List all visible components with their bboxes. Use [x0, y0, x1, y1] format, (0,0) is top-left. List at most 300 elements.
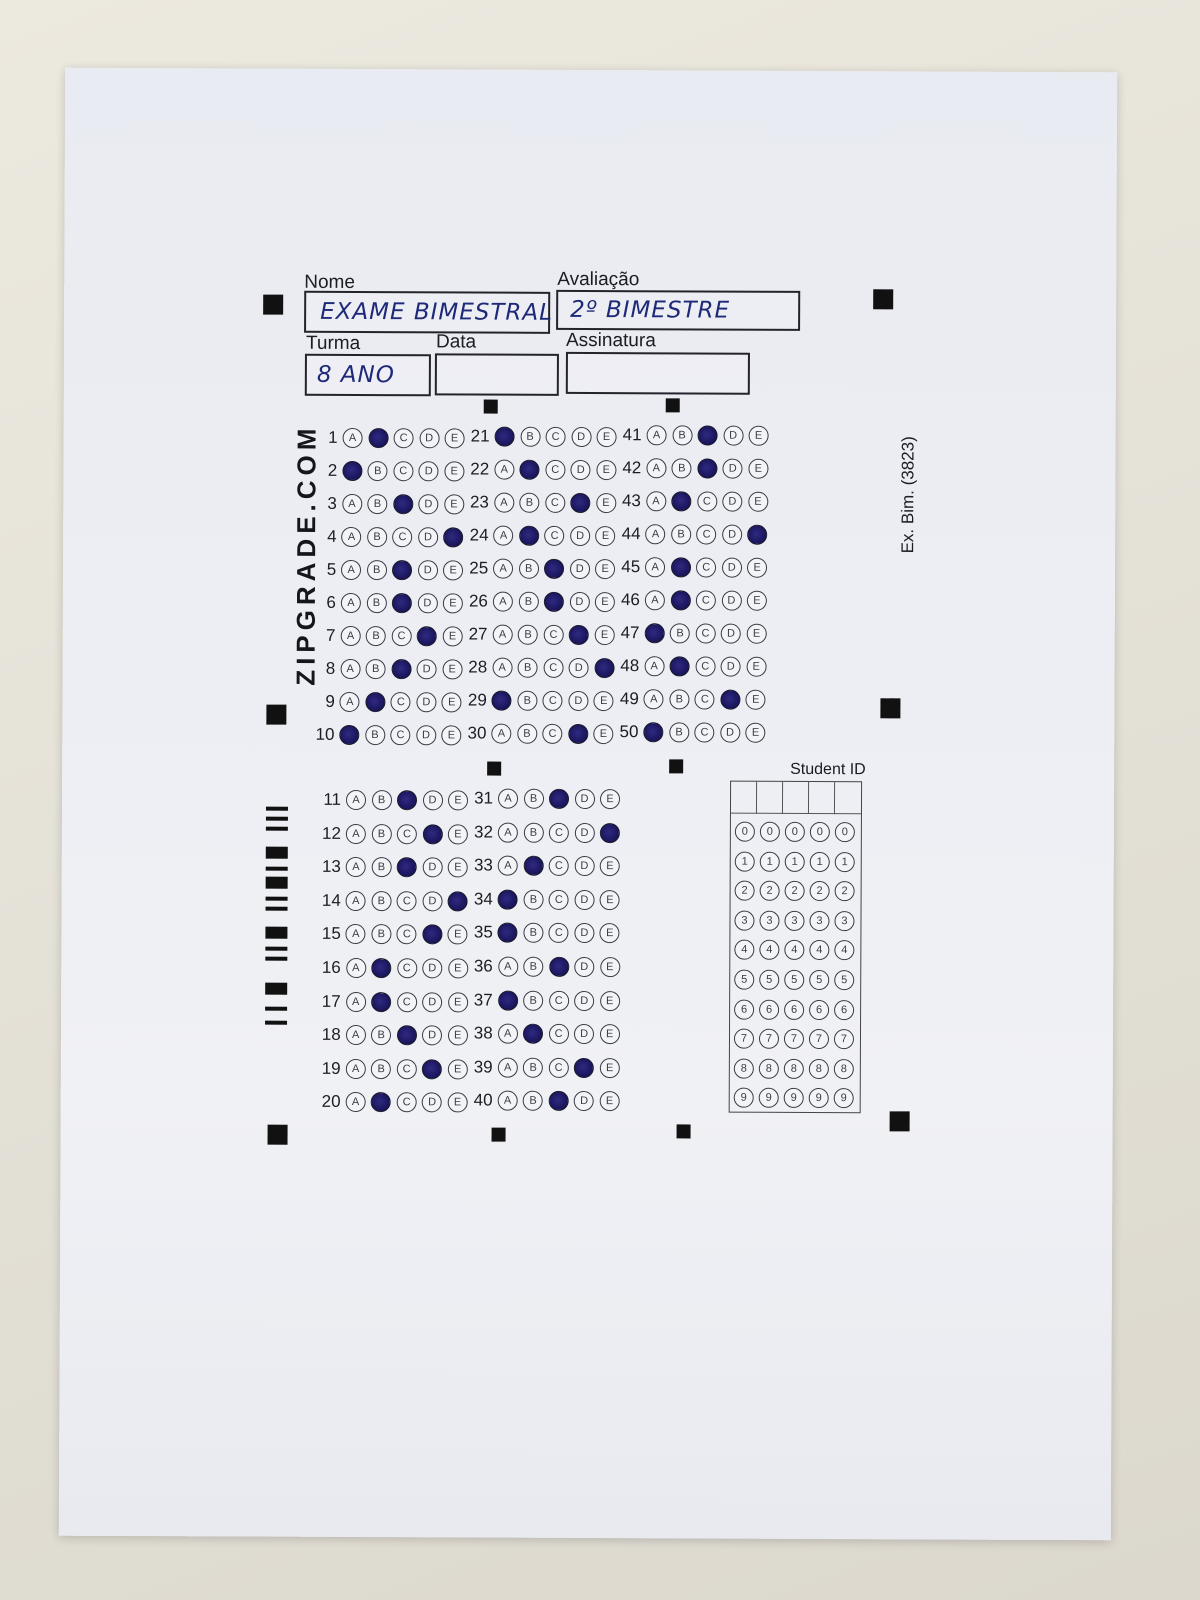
student-id-bubble[interactable]: 8	[784, 1059, 804, 1079]
answer-bubble-c[interactable]	[393, 494, 413, 514]
answer-bubble-b[interactable]: B	[366, 659, 386, 679]
answer-bubble-d[interactable]	[422, 1059, 442, 1079]
answer-bubble-b[interactable]	[520, 460, 540, 480]
answer-bubble-a[interactable]: A	[342, 527, 362, 547]
answer-bubble-b[interactable]: B	[669, 689, 689, 709]
student-id-bubble[interactable]: 5	[759, 970, 779, 990]
answer-bubble-a[interactable]: A	[491, 724, 511, 744]
student-id-bubble[interactable]: 4	[734, 940, 754, 960]
answer-bubble-e[interactable]: E	[444, 494, 464, 514]
student-id-bubble[interactable]: 9	[834, 1088, 854, 1108]
answer-bubble-a[interactable]: A	[644, 656, 664, 676]
student-id-bubble[interactable]: 0	[760, 822, 780, 842]
turma-field[interactable]	[305, 354, 431, 397]
answer-bubble-c[interactable]	[549, 957, 569, 977]
answer-bubble-c[interactable]	[549, 1091, 569, 1111]
answer-bubble-d[interactable]: D	[417, 659, 437, 679]
answer-bubble-e[interactable]: E	[442, 659, 462, 679]
answer-bubble-b[interactable]	[523, 1024, 543, 1044]
answer-bubble-e[interactable]: E	[593, 724, 613, 744]
answer-bubble-e[interactable]: E	[600, 1058, 620, 1078]
student-id-bubble[interactable]: 3	[809, 911, 829, 931]
answer-bubble-b[interactable]: B	[670, 623, 690, 643]
answer-bubble-a[interactable]: A	[340, 626, 360, 646]
answer-bubble-d[interactable]: D	[571, 460, 591, 480]
answer-bubble-d[interactable]: D	[417, 593, 437, 613]
nome-field[interactable]	[304, 291, 554, 334]
avaliacao-field[interactable]	[556, 290, 800, 331]
student-id-bubble[interactable]: 2	[760, 881, 780, 901]
student-id-digit-box[interactable]	[835, 782, 861, 814]
answer-bubble-e[interactable]	[600, 823, 620, 843]
answer-bubble-b[interactable]: B	[367, 560, 387, 580]
answer-bubble-b[interactable]: B	[672, 458, 692, 478]
answer-bubble-e[interactable]: E	[600, 856, 620, 876]
answer-bubble-a[interactable]: A	[498, 856, 518, 876]
student-id-digit-box[interactable]	[809, 782, 835, 814]
student-id-bubble[interactable]: 9	[759, 1088, 779, 1108]
answer-bubble-a[interactable]: A	[498, 822, 518, 842]
answer-bubble-e[interactable]: E	[600, 890, 620, 910]
answer-bubble-d[interactable]: D	[722, 558, 742, 578]
answer-bubble-d[interactable]	[570, 493, 590, 513]
student-id-digit-box[interactable]	[731, 782, 757, 814]
answer-bubble-b[interactable]: B	[371, 1025, 391, 1045]
answer-bubble-c[interactable]: C	[391, 626, 411, 646]
answer-bubble-e[interactable]: E	[600, 1024, 620, 1044]
answer-bubble-b[interactable]	[671, 557, 691, 577]
answer-bubble-e[interactable]: E	[443, 593, 463, 613]
answer-bubble-d[interactable]: D	[723, 426, 743, 446]
student-id-digit-box[interactable]	[783, 782, 809, 814]
answer-bubble-b[interactable]: B	[517, 691, 537, 711]
answer-bubble-b[interactable]: B	[672, 425, 692, 445]
answer-bubble-a[interactable]: A	[346, 1025, 366, 1045]
student-id-bubble[interactable]: 8	[759, 1059, 779, 1079]
answer-bubble-b[interactable]	[670, 590, 690, 610]
answer-bubble-b[interactable]: B	[523, 990, 543, 1010]
answer-bubble-e[interactable]: E	[448, 824, 468, 844]
answer-bubble-e[interactable]: E	[448, 925, 468, 945]
answer-bubble-d[interactable]: D	[721, 657, 741, 677]
answer-bubble-c[interactable]: C	[545, 460, 565, 480]
answer-bubble-b[interactable]	[671, 491, 691, 511]
answer-bubble-d[interactable]: D	[416, 725, 436, 745]
answer-bubble-e[interactable]: E	[595, 592, 615, 612]
answer-bubble-d[interactable]: D	[574, 1024, 594, 1044]
answer-bubble-c[interactable]: C	[549, 1058, 569, 1078]
answer-bubble-d[interactable]: D	[723, 459, 743, 479]
student-id-bubble[interactable]: 7	[809, 1029, 829, 1049]
answer-bubble-a[interactable]: A	[343, 428, 363, 448]
answer-bubble-d[interactable]: D	[422, 992, 442, 1012]
answer-bubble-e[interactable]: E	[448, 1093, 468, 1113]
answer-bubble-c[interactable]: C	[397, 1059, 417, 1079]
answer-bubble-e[interactable]: E	[600, 1091, 620, 1111]
answer-bubble-d[interactable]: D	[570, 526, 590, 546]
answer-bubble-d[interactable]: D	[569, 658, 589, 678]
answer-bubble-d[interactable]: D	[418, 494, 438, 514]
answer-bubble-a[interactable]: A	[346, 857, 366, 877]
student-id-bubble[interactable]: 4	[759, 940, 779, 960]
answer-bubble-e[interactable]: E	[448, 958, 468, 978]
student-id-bubble[interactable]: 4	[834, 940, 854, 960]
student-id-bubble[interactable]: 2	[835, 881, 855, 901]
answer-bubble-b[interactable]	[523, 856, 543, 876]
answer-bubble-a[interactable]: A	[498, 789, 518, 809]
answer-bubble-a[interactable]	[643, 722, 663, 742]
student-id-bubble[interactable]: 9	[809, 1088, 829, 1108]
answer-bubble-d[interactable]: D	[422, 891, 442, 911]
answer-bubble-a[interactable]: A	[647, 425, 667, 445]
answer-bubble-c[interactable]: C	[696, 557, 716, 577]
answer-bubble-e[interactable]: E	[748, 459, 768, 479]
answer-bubble-a[interactable]: A	[498, 1057, 518, 1077]
student-id-bubble[interactable]: 2	[735, 881, 755, 901]
answer-bubble-b[interactable]: B	[519, 493, 539, 513]
answer-bubble-b[interactable]: B	[671, 524, 691, 544]
answer-bubble-d[interactable]: D	[574, 957, 594, 977]
answer-bubble-a[interactable]: A	[493, 559, 513, 579]
answer-bubble-d[interactable]: D	[422, 790, 442, 810]
answer-bubble-b[interactable]	[368, 428, 388, 448]
answer-bubble-a[interactable]: A	[498, 957, 518, 977]
answer-bubble-a[interactable]: A	[341, 593, 361, 613]
answer-bubble-a[interactable]: A	[645, 590, 665, 610]
answer-bubble-e[interactable]: E	[747, 558, 767, 578]
answer-bubble-a[interactable]: A	[342, 494, 362, 514]
answer-bubble-a[interactable]: A	[492, 625, 512, 645]
answer-bubble-a[interactable]: A	[498, 1091, 518, 1111]
answer-bubble-c[interactable]: C	[397, 824, 417, 844]
answer-bubble-b[interactable]	[371, 958, 391, 978]
answer-bubble-a[interactable]: A	[346, 790, 366, 810]
answer-bubble-e[interactable]: E	[596, 493, 616, 513]
answer-bubble-c[interactable]: C	[695, 623, 715, 643]
answer-bubble-e[interactable]: E	[749, 426, 769, 446]
answer-bubble-a[interactable]: A	[646, 524, 666, 544]
answer-bubble-d[interactable]: D	[422, 857, 442, 877]
answer-bubble-a[interactable]: A	[346, 1059, 366, 1079]
answer-bubble-d[interactable]: D	[574, 890, 594, 910]
answer-bubble-c[interactable]: C	[391, 692, 411, 712]
answer-bubble-d[interactable]: D	[568, 691, 588, 711]
answer-bubble-b[interactable]: B	[517, 724, 537, 744]
student-id-bubble[interactable]: 1	[785, 851, 805, 871]
answer-bubble-c[interactable]: C	[549, 990, 569, 1010]
answer-bubble-c[interactable]: C	[549, 923, 569, 943]
answer-bubble-c[interactable]	[397, 790, 417, 810]
answer-bubble-b[interactable]: B	[518, 625, 538, 645]
answer-bubble-a[interactable]	[339, 725, 359, 745]
answer-bubble-b[interactable]: B	[518, 658, 538, 678]
answer-bubble-c[interactable]: C	[393, 527, 413, 547]
student-id-bubble[interactable]: 0	[810, 822, 830, 842]
answer-bubble-d[interactable]: D	[721, 624, 741, 644]
answer-bubble-e[interactable]: E	[443, 560, 463, 580]
answer-bubble-d[interactable]: D	[574, 823, 594, 843]
answer-bubble-a[interactable]: A	[346, 891, 366, 911]
answer-bubble-d[interactable]: D	[721, 591, 741, 611]
answer-bubble-c[interactable]	[549, 789, 569, 809]
student-id-bubble[interactable]: 2	[810, 881, 830, 901]
student-id-bubble[interactable]: 1	[735, 851, 755, 871]
answer-bubble-e[interactable]: E	[595, 559, 615, 579]
answer-bubble-a[interactable]: A	[493, 592, 513, 612]
answer-bubble-b[interactable]: B	[519, 559, 539, 579]
answer-bubble-d[interactable]: D	[570, 559, 590, 579]
student-id-bubble[interactable]: 0	[785, 822, 805, 842]
answer-bubble-c[interactable]: C	[696, 590, 716, 610]
answer-bubble-e[interactable]: E	[448, 1059, 468, 1079]
answer-bubble-e[interactable]: E	[441, 725, 461, 745]
student-id-bubble[interactable]: 4	[784, 940, 804, 960]
student-id-bubble[interactable]: 0	[835, 822, 855, 842]
answer-bubble-c[interactable]: C	[695, 656, 715, 676]
student-id-bubble[interactable]: 9	[784, 1088, 804, 1108]
answer-bubble-c[interactable]	[392, 560, 412, 580]
answer-bubble-e[interactable]: E	[444, 461, 464, 481]
answer-bubble-e[interactable]: E	[594, 625, 614, 645]
student-id-bubble[interactable]: 5	[734, 970, 754, 990]
answer-bubble-e[interactable]: E	[597, 427, 617, 447]
answer-bubble-c[interactable]: C	[549, 856, 569, 876]
answer-bubble-e[interactable]: E	[600, 789, 620, 809]
answer-bubble-c[interactable]: C	[543, 691, 563, 711]
answer-bubble-c[interactable]: C	[397, 891, 417, 911]
answer-bubble-a[interactable]: A	[346, 924, 366, 944]
answer-bubble-b[interactable]: B	[367, 494, 387, 514]
answer-bubble-a[interactable]: A	[646, 491, 666, 511]
answer-bubble-d[interactable]: D	[571, 427, 591, 447]
answer-bubble-d[interactable]	[720, 690, 740, 710]
answer-bubble-c[interactable]: C	[543, 658, 563, 678]
answer-bubble-c[interactable]: C	[390, 725, 410, 745]
answer-bubble-c[interactable]: C	[549, 1024, 569, 1044]
answer-bubble-e[interactable]: E	[746, 690, 766, 710]
answer-bubble-e[interactable]: E	[445, 428, 465, 448]
answer-bubble-b[interactable]: B	[371, 924, 391, 944]
answer-bubble-d[interactable]: D	[416, 692, 436, 712]
answer-bubble-b[interactable]	[670, 656, 690, 676]
answer-bubble-b[interactable]: B	[371, 1059, 391, 1079]
answer-bubble-c[interactable]: C	[697, 524, 717, 544]
answer-bubble-c[interactable]: C	[397, 958, 417, 978]
answer-bubble-a[interactable]: A	[644, 689, 664, 709]
student-id-bubble[interactable]: 1	[810, 852, 830, 872]
answer-bubble-b[interactable]: B	[523, 890, 543, 910]
student-id-bubble[interactable]: 7	[834, 1029, 854, 1049]
answer-bubble-a[interactable]: A	[346, 1092, 366, 1112]
answer-bubble-c[interactable]	[391, 659, 411, 679]
answer-bubble-d[interactable]: D	[419, 428, 439, 448]
student-id-bubble[interactable]: 7	[759, 1029, 779, 1049]
data-field[interactable]	[435, 353, 559, 396]
answer-bubble-e[interactable]: E	[448, 992, 468, 1012]
student-id-bubble[interactable]: 3	[784, 911, 804, 931]
student-id-bubble[interactable]: 6	[809, 1000, 829, 1020]
answer-bubble-c[interactable]	[544, 592, 564, 612]
answer-bubble-d[interactable]	[574, 1058, 594, 1078]
student-id-bubble[interactable]: 5	[834, 970, 854, 990]
answer-bubble-d[interactable]: D	[422, 1025, 442, 1045]
answer-bubble-d[interactable]: D	[422, 1093, 442, 1113]
answer-bubble-e[interactable]: E	[596, 526, 616, 546]
answer-bubble-c[interactable]: C	[397, 925, 417, 945]
student-id-bubble[interactable]: 0	[735, 822, 755, 842]
answer-bubble-d[interactable]: D	[574, 789, 594, 809]
answer-bubble-b[interactable]	[365, 692, 385, 712]
answer-bubble-c[interactable]: C	[694, 722, 714, 742]
answer-bubble-e[interactable]: E	[448, 1026, 468, 1046]
student-id-bubble[interactable]: 1	[760, 851, 780, 871]
answer-bubble-b[interactable]: B	[523, 923, 543, 943]
answer-bubble-a[interactable]: A	[346, 824, 366, 844]
answer-bubble-b[interactable]: B	[523, 1091, 543, 1111]
answer-bubble-b[interactable]: B	[520, 427, 540, 447]
answer-bubble-b[interactable]: B	[518, 592, 538, 612]
answer-bubble-a[interactable]: A	[646, 458, 666, 478]
answer-bubble-e[interactable]: E	[748, 492, 768, 512]
student-id-bubble[interactable]: 5	[784, 970, 804, 990]
answer-bubble-e[interactable]: E	[442, 692, 462, 712]
answer-bubble-a[interactable]: A	[340, 659, 360, 679]
answer-bubble-b[interactable]: B	[366, 626, 386, 646]
answer-bubble-c[interactable]	[397, 857, 417, 877]
answer-bubble-d[interactable]: D	[418, 527, 438, 547]
answer-bubble-a[interactable]: A	[498, 1024, 518, 1044]
answer-bubble-d[interactable]: D	[419, 461, 439, 481]
answer-bubble-e[interactable]: E	[746, 624, 766, 644]
answer-bubble-c[interactable]: C	[549, 890, 569, 910]
answer-bubble-c[interactable]	[544, 559, 564, 579]
answer-bubble-d[interactable]	[422, 824, 442, 844]
answer-bubble-a[interactable]: A	[341, 560, 361, 580]
answer-bubble-c[interactable]: C	[695, 689, 715, 709]
answer-bubble-c[interactable]: C	[393, 461, 413, 481]
answer-bubble-b[interactable]: B	[368, 461, 388, 481]
answer-bubble-a[interactable]	[495, 427, 515, 447]
student-id-bubble[interactable]: 6	[784, 999, 804, 1019]
student-id-bubble[interactable]: 9	[734, 1088, 754, 1108]
answer-bubble-b[interactable]: B	[365, 725, 385, 745]
student-id-bubble[interactable]: 7	[784, 1029, 804, 1049]
answer-bubble-a[interactable]	[498, 889, 518, 909]
answer-bubble-d[interactable]	[568, 724, 588, 744]
answer-bubble-b[interactable]	[371, 992, 391, 1012]
student-id-bubble[interactable]: 5	[809, 970, 829, 990]
answer-bubble-c[interactable]: C	[394, 428, 414, 448]
answer-bubble-d[interactable]: D	[574, 1091, 594, 1111]
answer-bubble-d[interactable]	[422, 925, 442, 945]
answer-bubble-b[interactable]: B	[523, 957, 543, 977]
answer-bubble-d[interactable]: D	[720, 723, 740, 743]
answer-bubble-d[interactable]: D	[574, 923, 594, 943]
answer-bubble-b[interactable]: B	[523, 1058, 543, 1078]
answer-bubble-a[interactable]	[498, 923, 518, 943]
answer-bubble-d[interactable]	[417, 626, 437, 646]
answer-bubble-b[interactable]	[519, 526, 539, 546]
student-id-bubble[interactable]: 8	[734, 1058, 754, 1078]
answer-bubble-c[interactable]: C	[549, 822, 569, 842]
answer-bubble-d[interactable]	[569, 625, 589, 645]
answer-bubble-b[interactable]: B	[371, 891, 391, 911]
answer-bubble-a[interactable]: A	[494, 493, 514, 513]
answer-bubble-e[interactable]: E	[745, 723, 765, 743]
answer-bubble-a[interactable]: A	[346, 958, 366, 978]
answer-bubble-e[interactable]: E	[600, 923, 620, 943]
student-id-bubble[interactable]: 2	[785, 881, 805, 901]
answer-bubble-a[interactable]	[342, 461, 362, 481]
answer-bubble-b[interactable]: B	[669, 722, 689, 742]
answer-bubble-e[interactable]: E	[448, 858, 468, 878]
answer-bubble-d[interactable]: D	[574, 856, 594, 876]
answer-bubble-c[interactable]: C	[546, 427, 566, 447]
answer-bubble-d[interactable]: D	[574, 991, 594, 1011]
answer-bubble-c[interactable]: C	[545, 526, 565, 546]
answer-bubble-c[interactable]: C	[397, 992, 417, 1012]
student-id-bubble[interactable]: 8	[834, 1059, 854, 1079]
answer-bubble-e[interactable]: E	[596, 460, 616, 480]
answer-bubble-d[interactable]: D	[418, 560, 438, 580]
answer-bubble-b[interactable]: B	[523, 822, 543, 842]
answer-bubble-b[interactable]: B	[371, 790, 391, 810]
answer-bubble-c[interactable]: C	[543, 625, 563, 645]
answer-bubble-e[interactable]	[748, 525, 768, 545]
student-id-digit-box[interactable]	[757, 782, 783, 814]
answer-bubble-d[interactable]: D	[422, 958, 442, 978]
answer-bubble-e[interactable]: E	[594, 691, 614, 711]
answer-bubble-e[interactable]: E	[600, 957, 620, 977]
student-id-bubble[interactable]: 3	[759, 911, 779, 931]
answer-bubble-b[interactable]: B	[523, 789, 543, 809]
answer-bubble-a[interactable]: A	[494, 526, 514, 546]
student-id-bubble[interactable]: 4	[809, 940, 829, 960]
student-id-bubble[interactable]: 3	[834, 911, 854, 931]
answer-bubble-c[interactable]: C	[397, 1093, 417, 1113]
answer-bubble-b[interactable]	[371, 1092, 391, 1112]
answer-bubble-e[interactable]: E	[448, 790, 468, 810]
answer-bubble-c[interactable]: C	[542, 724, 562, 744]
answer-bubble-b[interactable]: B	[371, 857, 391, 877]
answer-bubble-a[interactable]: A	[346, 992, 366, 1012]
answer-bubble-e[interactable]: E	[747, 591, 767, 611]
student-id-bubble[interactable]: 1	[835, 852, 855, 872]
answer-bubble-a[interactable]: A	[492, 658, 512, 678]
answer-bubble-a[interactable]	[498, 990, 518, 1010]
answer-bubble-b[interactable]: B	[367, 527, 387, 547]
answer-bubble-a[interactable]: A	[494, 460, 514, 480]
answer-bubble-a[interactable]	[492, 691, 512, 711]
answer-bubble-c[interactable]: C	[545, 493, 565, 513]
answer-bubble-b[interactable]: B	[366, 593, 386, 613]
student-id-bubble[interactable]: 6	[834, 1000, 854, 1020]
answer-bubble-c[interactable]	[698, 425, 718, 445]
answer-bubble-d[interactable]: D	[569, 592, 589, 612]
answer-bubble-c[interactable]	[697, 458, 717, 478]
answer-bubble-d[interactable]: D	[722, 492, 742, 512]
answer-bubble-e[interactable]: E	[600, 991, 620, 1011]
assinatura-field[interactable]	[566, 352, 750, 395]
answer-bubble-a[interactable]: A	[340, 692, 360, 712]
student-id-bubble[interactable]: 6	[759, 999, 779, 1019]
answer-bubble-c[interactable]: C	[697, 491, 717, 511]
student-id-bubble[interactable]: 7	[734, 1029, 754, 1049]
answer-bubble-b[interactable]: B	[371, 824, 391, 844]
answer-bubble-e[interactable]: E	[746, 657, 766, 677]
student-id-bubble[interactable]: 6	[734, 999, 754, 1019]
answer-bubble-e[interactable]: E	[442, 626, 462, 646]
